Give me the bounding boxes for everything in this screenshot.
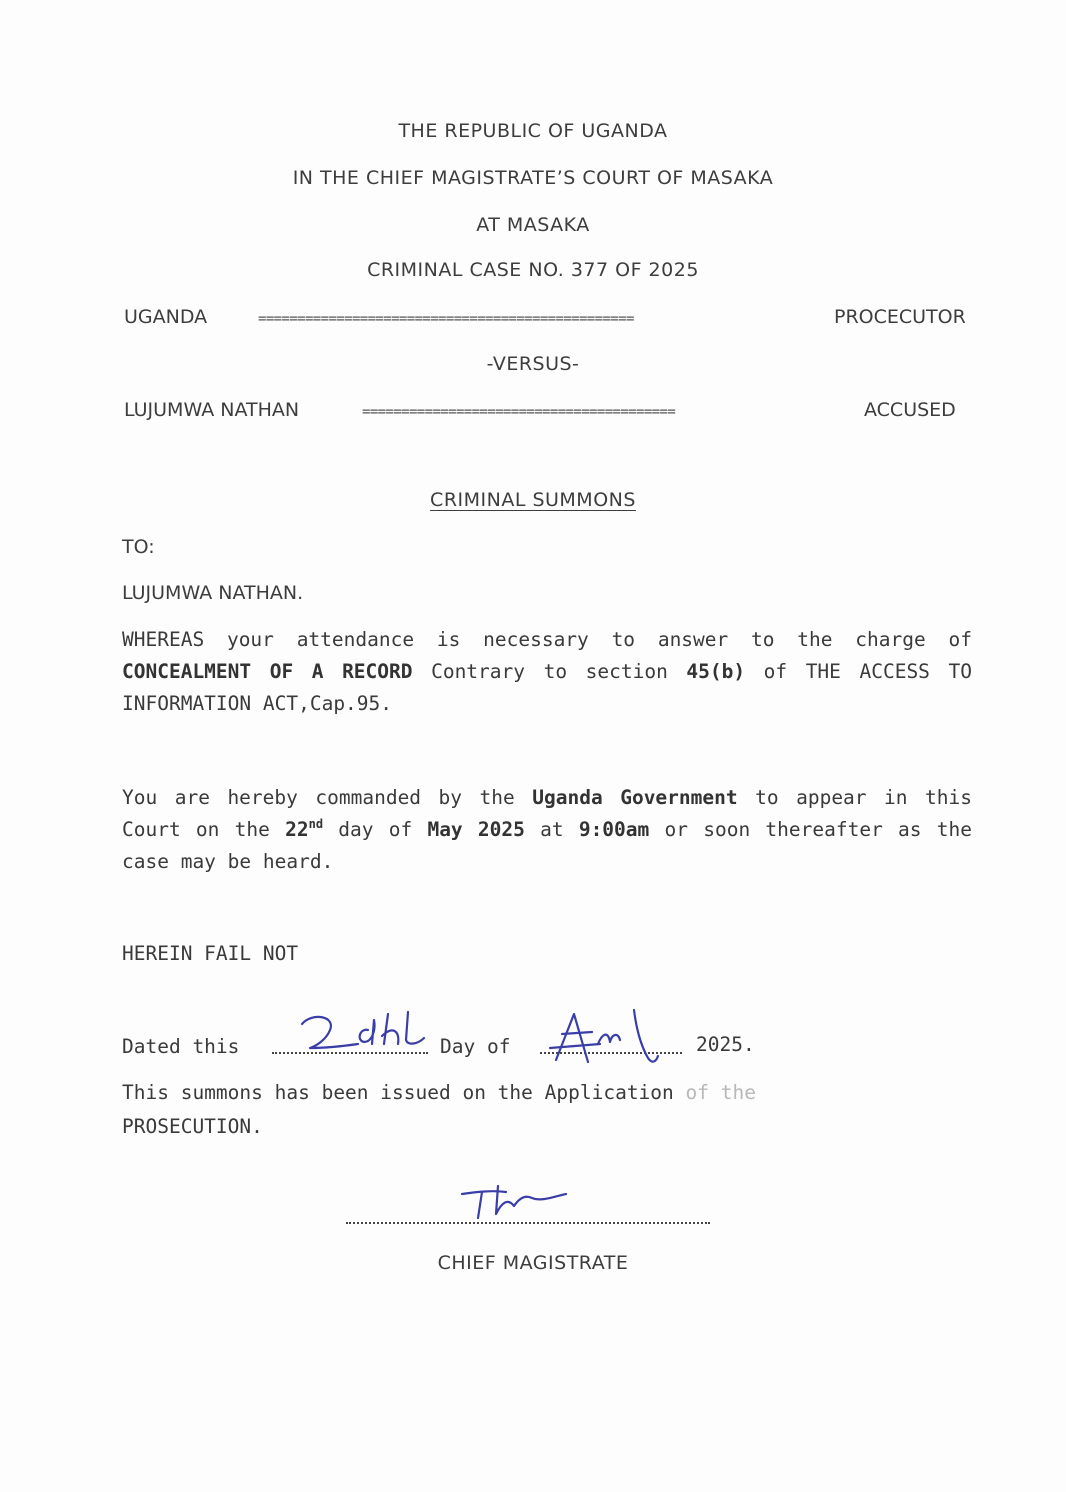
location-heading: AT MASAKA (476, 214, 590, 236)
defendant-role: ACCUSED (864, 399, 956, 421)
appearance-month-year: May 2025 (427, 818, 525, 841)
command-text-4: at (524, 818, 579, 841)
day-number: 22 (285, 818, 309, 841)
issued-text-1: This summons has been issued on the Application (122, 1081, 686, 1104)
dated-year: 2025. (696, 1033, 755, 1056)
summons-title: CRIMINAL SUMMONS (430, 489, 636, 511)
charge-text-1: WHEREAS your attendance is necessary to answer to the charge of (122, 628, 972, 651)
case-number: CRIMINAL CASE NO. 377 OF 2025 (367, 259, 699, 281)
signatory-title: CHIEF MAGISTRATE (437, 1252, 629, 1274)
plaintiff-role: PROCECUTOR (834, 306, 966, 328)
defendant-separator: ======================================== (362, 404, 676, 420)
command-text-2: to appear in this Court on the (122, 786, 972, 841)
charge-name: CONCEALMENT OF A RECORD (122, 660, 413, 683)
appearance-day (285, 818, 323, 841)
command-text-3: day of (323, 818, 428, 841)
dated-day-word: Day of (440, 1035, 511, 1058)
herein-fail-not: HEREIN FAIL NOT (122, 942, 299, 965)
court-heading: IN THE CHIEF MAGISTRATE’S COURT OF MASAKA (292, 167, 774, 189)
charge-section: 45(b) (686, 660, 746, 683)
plaintiff-name: UGANDA (124, 306, 208, 328)
authority-name: Uganda Government (532, 786, 738, 809)
command-paragraph (122, 782, 972, 878)
command-text-1: You are hereby commanded by the (122, 786, 533, 809)
charge-text-3: of THE ACCESS TO INFORMATION ACT,Cap.95. (122, 660, 972, 715)
signature-line (346, 1216, 710, 1224)
handwritten-month (548, 1004, 678, 1070)
day-suffix: nd (308, 817, 324, 831)
issued-text-2: PROSECUTION. (122, 1115, 263, 1138)
to-label: TO: (122, 536, 155, 558)
addressee-name: LUJUMWA NATHAN. (122, 582, 304, 604)
appearance-time: 9:00am (578, 818, 650, 841)
charge-text-2: Contrary to section (412, 660, 687, 683)
dated-prefix: Dated this (122, 1035, 240, 1058)
command-text-5: or soon thereafter as the case may be heard. (122, 818, 972, 873)
versus-label: -VERSUS- (486, 353, 580, 375)
charge-paragraph (122, 624, 972, 720)
defendant-name: LUJUMWA NATHAN (124, 399, 300, 421)
plaintiff-separator: ================================================ (258, 311, 634, 327)
republic-heading: THE REPUBLIC OF UGANDA (398, 120, 668, 142)
handwritten-day (296, 1008, 436, 1058)
issued-paragraph (122, 1076, 972, 1144)
issued-text-faint: of the (685, 1081, 756, 1104)
